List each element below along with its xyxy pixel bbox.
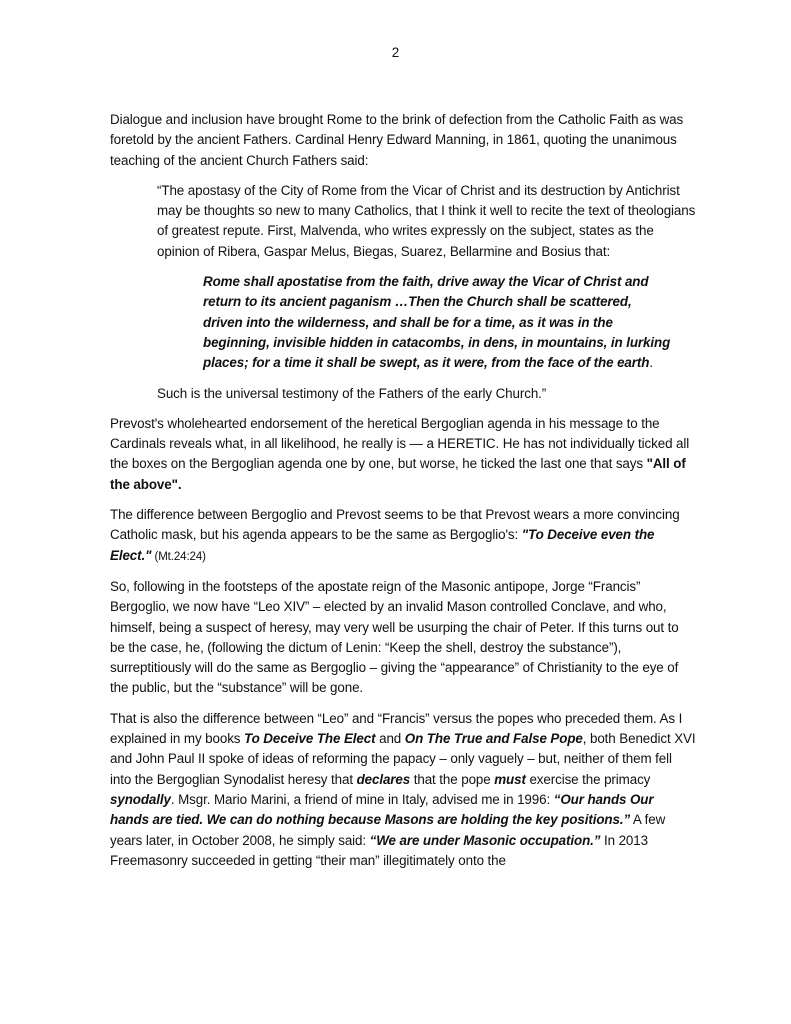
popes-text-2: and bbox=[375, 731, 405, 747]
paragraph-popes bbox=[110, 709, 696, 871]
emphasis-must: must bbox=[494, 771, 526, 787]
malvenda-quote bbox=[203, 272, 674, 373]
document-body bbox=[110, 110, 696, 881]
popes-text-6: . Msgr. Mario Marini, a friend of mine in Italy, advised me in 1996: bbox=[170, 791, 554, 807]
paragraph-leo-xiv: So, following in the footsteps of the apostate reign of the Masonic antipope, Jorge “Francis” Bergoglio, we now have “Leo XIV” – elected by an invalid Mason controlled Conclave, and who, himself, being a suspect of heresy, may very well be usurping the chair of Peter. If this turns out to be the case, he, (following the dictum of Lenin: “Keep the shell, destroy the substance”), surreptitiously will do the same as Bergoglio – giving the “appearance” of Christianity to the eye of the public, but the “substance” will be gone. bbox=[110, 578, 679, 696]
paragraph-difference bbox=[110, 505, 696, 567]
popes-text-4: that the pope bbox=[410, 771, 495, 787]
malvenda-quote-end: . bbox=[649, 355, 653, 371]
book-title-true-false-pope: On The True and False Pope bbox=[404, 731, 583, 747]
popes-text-5: exercise the primacy bbox=[525, 771, 651, 787]
prevost-text: Prevost's wholehearted endorsement of the heretical Bergoglian agenda in his message to the Cardinals reveals what, in all likelihood, he really is — a HERETIC. He has not individually ticked all the boxes on the Bergoglian agenda one by one, but worse, he ticked the last one that says bbox=[110, 415, 690, 472]
paragraph-prevost-heretic bbox=[110, 414, 696, 495]
paragraph-intro: Dialogue and inclusion have brought Rome to the brink of defection from the Catholic Faith as was foretold by the ancient Fathers. Cardinal Henry Edward Manning, in 1861, quoting the unanimous teaching of the ancient Church Fathers said: bbox=[110, 112, 684, 168]
popes-text-8: In 2013 Freemasonry succeeded in getting “their man” illegitimately onto the bbox=[110, 832, 648, 868]
manning-quote-close: Such is the universal testimony of the Fathers of the early Church.” bbox=[157, 385, 547, 401]
marini-quote-2: “We are under Masonic occupation.” bbox=[369, 832, 601, 848]
emphasis-synodally: synodally bbox=[110, 791, 171, 807]
popes-text-7: A few years later, in October 2008, he simply said: bbox=[110, 812, 666, 848]
emphasis-declares: declares bbox=[356, 771, 411, 787]
manning-quote: “The apostasy of the City of Rome from the Vicar of Christ and its destruction by Antichrist may be thoughts so new to many Catholics, that I think it well to recite the text of theologians of greatest repute. First, Malvenda, who writes expressly on the subject, states as the opinion of Ribera, Gaspar Melus, Biegas, Suarez, Bellarmine and Bosius that: bbox=[157, 182, 696, 259]
deceive-elect-quote: "To Deceive even the Elect." bbox=[110, 527, 655, 563]
popes-text-3: , both Benedict XVI and John Paul II spoke of ideas of reforming the papacy – only vaguely – but, neither of them fell into the Bergoglian Synodalist heresy that bbox=[110, 731, 696, 787]
book-title-deceive: To Deceive The Elect bbox=[244, 731, 376, 747]
all-of-the-above: "All of the above". bbox=[110, 456, 686, 492]
popes-text-1: That is also the difference between “Leo” and “Francis” versus the popes who preceded them. As I explained in my books bbox=[110, 710, 683, 747]
marini-quote-1: “Our hands Our hands are tied. We can do nothing because Masons are holding the key positions.” bbox=[110, 791, 654, 828]
difference-text: The difference between Bergoglio and Prevost seems to be that Prevost wears a more convincing Catholic mask, but his agenda appears to be the same as Bergoglio's: bbox=[110, 507, 680, 543]
page-number: 2 bbox=[391, 45, 400, 60]
malvenda-quote-text: Rome shall apostatise from the faith, drive away the Vicar of Christ and return to its ancient paganism …Then the Church shall be scattered, driven into the wilderness, and shall be for a time, as it was in the beginning, invisible hidden in catacombs, in dens, in mountains, in lurking places; for a time it shall be swept, as it were, from the face of the earth bbox=[203, 274, 671, 371]
scripture-reference: (Mt.24:24) bbox=[151, 550, 206, 563]
